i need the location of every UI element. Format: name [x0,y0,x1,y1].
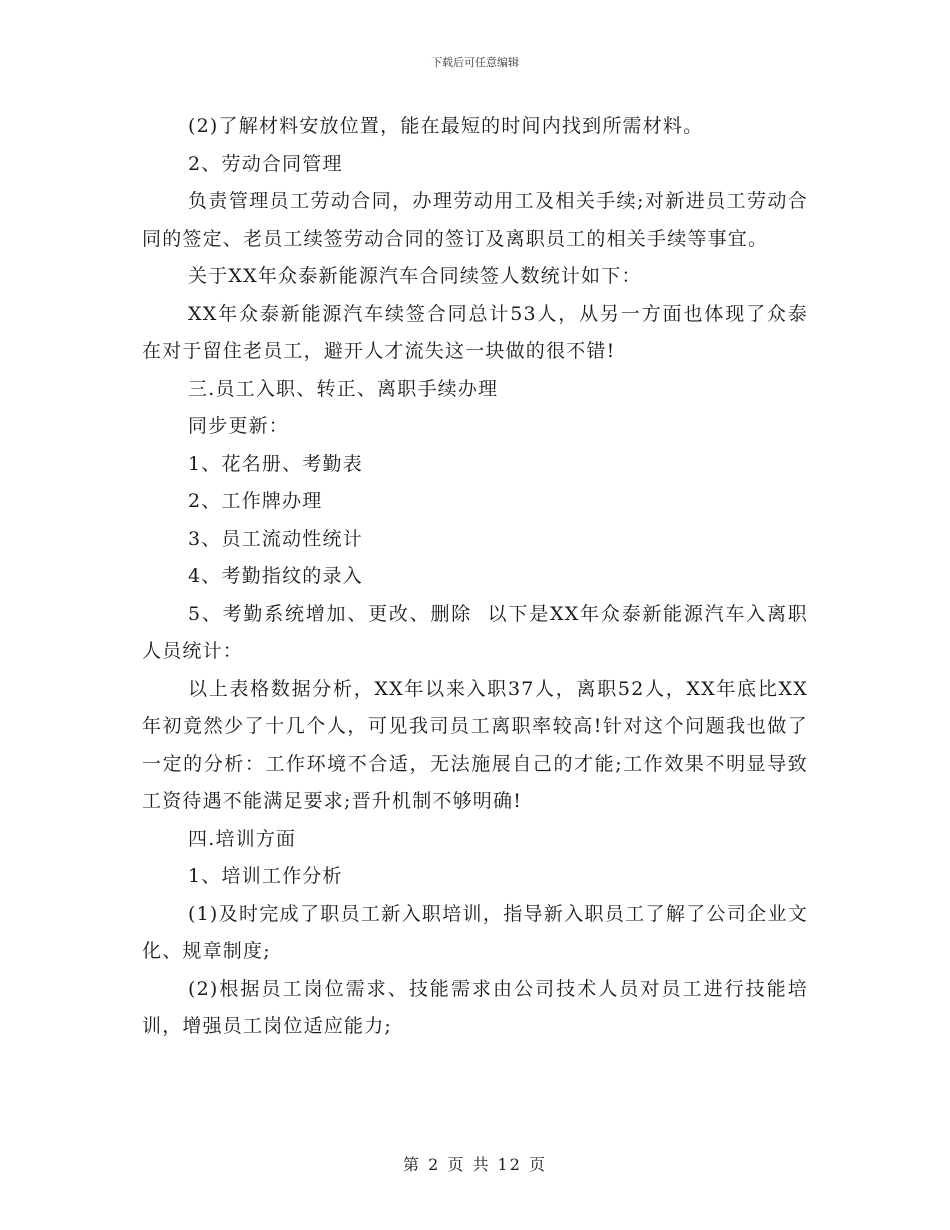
section-heading: 1、培训工作分析 [188,865,343,887]
paragraph: 负责管理员工劳动合同，办理劳动用工及相关手续;对新进员工劳动合同的签定、老员工续签劳动合同的签订及离职员工的相关手续等事宜。 [142,190,808,250]
page-number-footer: 第 2 页 共 12 页 [403,1155,547,1174]
paragraph: (1)及时完成了职员工新入职培训，指导新入职员工了解了公司企业文化、规章制度; [142,902,808,962]
paragraph: 关于XX年众泰新能源汽车合同续签人数统计如下： [188,265,642,287]
page-header-note: 下载后可任意编辑 [431,56,519,69]
section-heading: 2、劳动合同管理 [188,152,343,175]
document-body [142,108,808,1046]
section-heading: 四.培训方面 [188,827,297,850]
list-item: 3、员工流动性统计 [188,527,363,550]
paragraph: 同步更新： [188,415,290,437]
section-heading: 三.员工入职、转正、离职手续办理 [188,377,499,400]
list-item: 2、工作牌办理 [188,490,323,512]
list-item: 4、考勤指纹的录入 [188,565,363,587]
paragraph: (2)了解材料安放位置，能在最短的时间内找到所需材料。 [188,115,704,137]
paragraph: 以上表格数据分析，XX年以来入职37人，离职52人，XX年底比XX年初竟然少了十几个人，可见我司员工离职率较高!针对这个问题我也做了一定的分析：工作环境不合适，无法施展自己的才能;工作效果不明显导致工资待遇不能满足要求;晋升机制不够明确! [142,677,808,812]
paragraph: (2)根据员工岗位需求、技能需求由公司技术人员对员工进行技能培训，增强员工岗位适应能力; [142,977,808,1037]
list-item: 1、花名册、考勤表 [188,452,363,475]
list-item: 5、考勤系统增加、更改、删除 以下是XX年众泰新能源汽车入离职人员统计： [142,602,808,662]
paragraph: XX年众泰新能源汽车续签合同总计53人，从另一方面也体现了众泰在对于留住老员工，避开人才流失这一块做的很不错! [142,302,808,362]
